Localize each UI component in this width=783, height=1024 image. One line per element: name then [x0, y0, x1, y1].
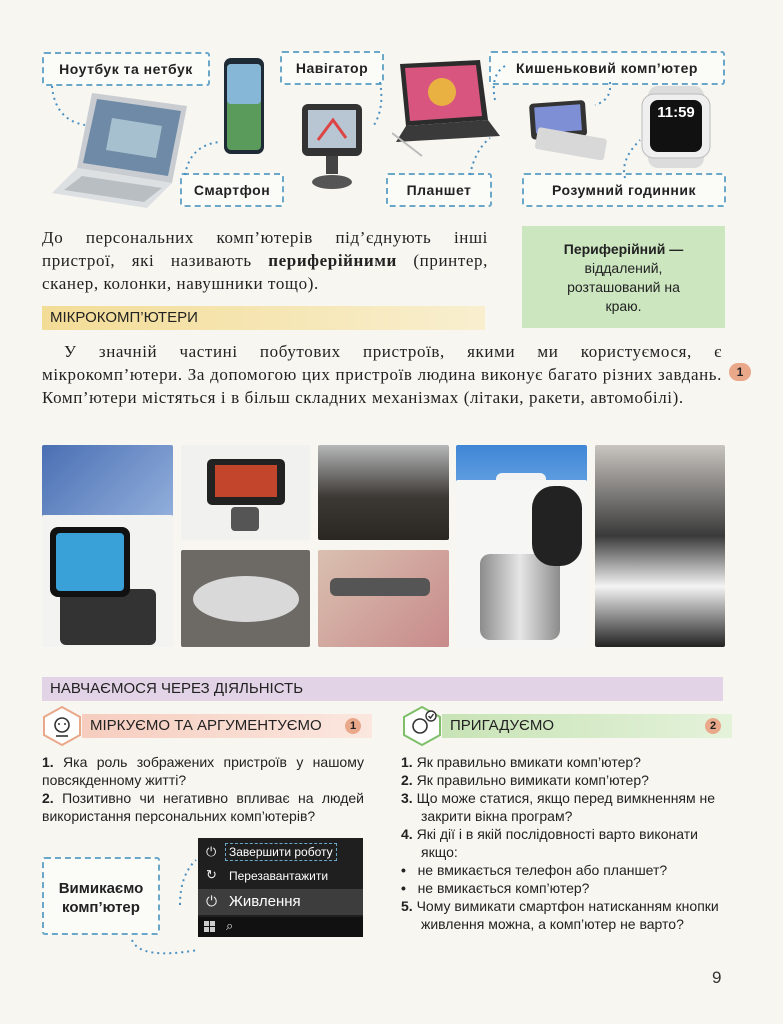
right-questions	[401, 753, 724, 933]
definition-box	[522, 226, 725, 328]
label-tablet: Планшет	[386, 173, 492, 207]
right-question-2-text: Як правильно вимикати комп’ютер?	[416, 772, 649, 788]
left-question-1-text: Яка роль зображених пристроїв у нашому повсякденному житті?	[42, 754, 365, 788]
right-subheading: ПРИГАДУЄМО	[442, 714, 732, 738]
label-laptop: Ноутбук та нетбук	[42, 52, 210, 86]
label-navigator: Навігатор	[280, 51, 384, 85]
thinking-icon	[42, 705, 82, 747]
menu-item-power-label: Живлення	[229, 893, 301, 910]
right-question-3-text: Що може статися, якщо перед вимкненням не закрити вікна програм?	[416, 790, 716, 824]
intro-paragraph	[42, 226, 488, 295]
right-question-5-number: 5.	[401, 898, 413, 914]
definition-term: Периферійний	[563, 241, 666, 257]
smartwatch-image	[638, 86, 714, 168]
search-icon[interactable]: ⌕	[226, 918, 234, 933]
menu-item-shutdown[interactable]	[198, 842, 363, 864]
definition-text: віддалений, розташований на краю.	[567, 260, 680, 314]
left-question-1	[42, 753, 364, 789]
photo-smart-glasses	[318, 550, 449, 647]
right-bullet-1-text: не вмикається телефон або планшет?	[417, 862, 668, 878]
pocket-pc-image	[526, 98, 612, 160]
micro-heading: МІКРОКОМП’ЮТЕРИ	[42, 306, 485, 330]
photo-smartwatch-wrist	[42, 515, 173, 647]
photo-robot-vacuum	[181, 550, 310, 647]
definition-heading	[522, 240, 725, 259]
photo-multicooker	[456, 480, 587, 647]
menu-item-restart[interactable]	[198, 866, 363, 886]
left-questions	[42, 753, 364, 825]
right-question-4	[401, 825, 724, 861]
taskbar	[198, 917, 363, 937]
power-menu	[198, 838, 363, 937]
shutdown-label: Вимикаємо комп’ютер	[42, 857, 160, 935]
intro-term: периферійними	[268, 251, 397, 270]
photo-robot-hand-piano	[595, 445, 725, 647]
right-question-4-text: Які дії і в якій послідовності варто виконати якщо:	[416, 826, 698, 860]
page-number: 9	[712, 968, 722, 987]
right-badge: 2	[705, 718, 721, 734]
micro-badge: 1	[729, 363, 751, 381]
left-question-2-number: 2.	[42, 790, 54, 806]
activity-heading: НАВЧАЄМОСЯ ЧЕРЕЗ ДІЯЛЬНІСТЬ	[42, 677, 723, 701]
right-question-3	[401, 789, 724, 825]
right-question-4-number: 4.	[401, 826, 413, 842]
windows-icon[interactable]	[204, 921, 215, 932]
right-bullet-2-mark: •	[401, 880, 406, 896]
right-question-2	[401, 771, 724, 789]
menu-item-shutdown-label: Завершити роботу	[225, 843, 337, 861]
right-question-5-text: Чому вимикати смартфон натисканням кнопки живлення можна, а комп’ютер не варто?	[416, 898, 719, 932]
right-bullet-2-text: не вмикається комп’ютер?	[417, 880, 590, 896]
tablet-image	[392, 58, 502, 158]
navigator-image	[298, 100, 366, 192]
photo-airplane-cockpit	[318, 445, 449, 540]
laptop-image	[52, 88, 192, 213]
right-question-1	[401, 753, 724, 771]
left-question-2	[42, 789, 364, 825]
power-icon: ⏻	[206, 844, 217, 859]
menu-item-restart-label: Перезавантажити	[229, 869, 329, 883]
right-bullet-1-mark: •	[401, 862, 406, 878]
left-subheading: МІРКУЄМО ТА АРГУМЕНТУЄМО	[82, 714, 372, 738]
right-question-3-number: 3.	[401, 790, 413, 806]
label-smartwatch: Розумний годинник	[522, 173, 726, 207]
micro-paragraph: У значній частині побутових пристроїв, якими ми користуємося, є мікрокомп’ютери. За допомогою цих пристроїв людина виконує багато різних завдань. Комп’ютери містяться і в більш складних механізмах (літаки, ракети, автомобілі).	[42, 342, 722, 407]
watch-time: 11:59	[657, 104, 695, 121]
photo-car-computer	[181, 445, 310, 540]
remember-icon	[402, 705, 442, 747]
right-question-1-number: 1.	[401, 754, 413, 770]
right-question-1-text: Як правильно вмикати комп’ютер?	[416, 754, 641, 770]
label-pocket-pc: Кишеньковий комп’ютер	[489, 51, 725, 85]
menu-item-power[interactable]	[198, 889, 363, 915]
left-question-1-number: 1.	[42, 754, 54, 770]
label-smartphone: Смартфон	[180, 173, 284, 207]
intro-text-after: (принтер, сканер, колонки, навушники тощо).	[42, 251, 488, 293]
power-icon-2: ⏻	[206, 893, 218, 909]
right-question-5	[401, 897, 724, 933]
right-bullet-2	[401, 879, 724, 897]
right-question-2-number: 2.	[401, 772, 413, 788]
restart-icon: ↻	[206, 867, 217, 882]
definition-dash: —	[665, 241, 684, 257]
smartphone-image	[222, 56, 266, 156]
intro-text-before: До персональних комп’ютерів під’єднують інші пристрої, які називають	[42, 228, 488, 270]
right-bullet-1	[401, 861, 724, 879]
left-question-2-text: Позитивно чи негативно впливає на людей використання персональних комп’ютерів?	[42, 790, 364, 824]
left-badge: 1	[345, 718, 361, 734]
shutdown-arrows	[120, 850, 210, 965]
